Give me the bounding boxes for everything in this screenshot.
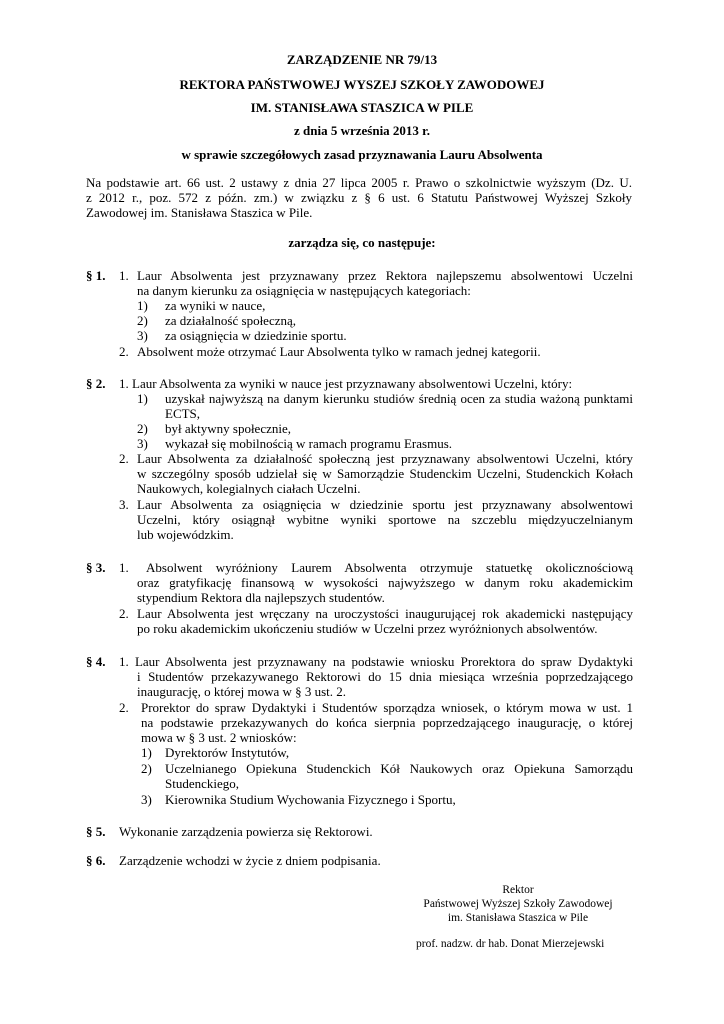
s3-p1-number: 1. [119, 560, 129, 575]
s3-p1-line-2: oraz gratyfikację finansową w wysokości najwyższego w danym roku akademickim [137, 575, 633, 590]
signature-name: prof. nadzw. dr hab. Donat Mierzejewski [416, 938, 605, 950]
s4-item-2-line-1: Uczelnianego Opiekuna Studenckich Kół Naukowych oraz Opiekuna Samorządu [165, 761, 633, 776]
document-date: z dnia 5 września 2013 r. [293, 123, 431, 138]
authority-line-1: REKTORA PAŃSTWOWEJ WYSZEJ SZKOŁY ZAWODOWEJ [179, 77, 545, 92]
s1-item-1: za wyniki w nauce, [165, 298, 266, 313]
s2-p3-number: 3. [119, 497, 129, 512]
s1-item-3-number: 3) [137, 328, 148, 343]
s3-p1-line-3: stypendium Rektora dla najlepszych studentów. [137, 590, 385, 605]
s2-item-1-line-1: uzyskał najwyższą na danym kierunku studiów średnią ocen za studia ważoną punktami [165, 391, 633, 406]
s1-item-2-number: 2) [137, 313, 148, 328]
s2-p2-line-2: w szczególny sposób udzielał się w Samorządzie Studenckim Uczelni, Studenckich Kołach [137, 466, 633, 481]
s1-item-2: za działalność społeczną, [165, 313, 297, 328]
s4-p2-line-3: mowa w § 3 ust. 2 wniosków: [141, 730, 297, 745]
s2-item-2: był aktywny społecznie, [165, 421, 291, 436]
authority-line-2: IM. STANISŁAWA STASZICA W PILE [250, 100, 474, 115]
s1-item-1-number: 1) [137, 298, 148, 313]
s2-p2-number: 2. [119, 451, 129, 466]
section-5-mark: § 5. [86, 824, 106, 839]
s1-p1-number: 1. [119, 268, 129, 283]
s5-text: Wykonanie zarządzenia powierza się Rektorowi. [119, 824, 373, 839]
s4-p2-line-2: na podstawie przekazywanych do końca sierpnia poprzedzającego inaugurację, o której [141, 715, 633, 730]
section-1-mark: § 1. [86, 268, 106, 283]
preamble-line-1: Na podstawie art. 66 ust. 2 ustawy z dnia 27 lipca 2005 r. Prawo o szkolnictwie wyższym (Dz. U. [86, 175, 632, 190]
section-2-mark: § 2. [86, 376, 106, 391]
s2-item-1-line-2: ECTS, [165, 406, 201, 421]
s4-item-1: Dyrektorów Instytutów, [165, 745, 290, 760]
s3-p2-number: 2. [119, 606, 129, 621]
s4-item-2-line-2: Studenckiego, [165, 776, 240, 791]
s4-p1-line-2: i Studentów przekazywanego Rektorowi do 15 dnia miesiąca września poprzedzającego [137, 669, 633, 684]
s2-p2-line-3: Naukowych, kolegialnych ciałach Uczelni. [137, 481, 361, 496]
s2-p1: 1. Laur Absolwenta za wyniki w nauce jest przyznawany absolwentowi Uczelni, który: [119, 376, 573, 391]
s2-item-3-number: 3) [137, 436, 148, 451]
s4-p1-line-3: inaugurację, o której mowa w § 3 ust. 2. [137, 684, 347, 699]
s2-item-3: wykazał się mobilnością w ramach programu Erasmus. [165, 436, 452, 451]
s4-item-1-number: 1) [141, 745, 152, 760]
s2-item-2-number: 2) [137, 421, 148, 436]
s3-p2-line-1: Laur Absolwenta jest wręczany na uroczystości inaugurującej rok akademicki następujący [137, 606, 633, 621]
s2-p3-line-1: Laur Absolwenta za osiągnięcia w dziedzinie sportu jest przyznawany absolwentowi [137, 497, 633, 512]
signature-institution-line-2: im. Stanisława Staszica w Pile [447, 912, 589, 924]
s3-p2-line-2: po roku akademickim ukończeniu studiów w Uczelni przez wyróżnionych absolwentów. [137, 621, 598, 636]
s2-p3-line-3: lub wojewódzkim. [137, 527, 234, 542]
document-title: ZARZĄDZENIE NR 79/13 [286, 52, 438, 67]
s6-text: Zarządzenie wchodzi w życie z dniem podpisania. [119, 853, 381, 868]
s4-item-3-number: 3) [141, 792, 152, 807]
s3-p1-line-1: Absolwent wyróżniony Laurem Absolwenta otrzymuje statuetkę okolicznościową [146, 560, 633, 575]
document-subject: w sprawie szczegółowych zasad przyznawania Lauru Absolwenta [181, 147, 543, 162]
s1-p1-line-1: Laur Absolwenta jest przyznawany przez Rektora najlepszemu absolwentowi Uczelni [137, 268, 633, 283]
section-6-mark: § 6. [86, 853, 106, 868]
s1-p2-number: 2. [119, 344, 129, 359]
preamble-line-3: Zawodowej im. Stanisława Staszica w Pile. [86, 205, 313, 220]
signature-role: Rektor [502, 884, 534, 896]
preamble-line-2: z 2012 r., poz. 572 z późn. zm.) w związku z § 6 ust. 6 Statutu Państwowej Wyższej Szkoły [86, 190, 632, 205]
s2-p2-line-1: Laur Absolwenta za działalność społeczną jest przyznawany absolwentowi Uczelni, który [137, 451, 633, 466]
s1-item-3: za osiągnięcia w dziedzinie sportu. [165, 328, 347, 343]
s2-p3-line-2: Uczelni, który osiągnął wybitne wyniki sportowe na szczeblu międzyuczelnianym [137, 512, 633, 527]
section-4-mark: § 4. [86, 654, 106, 669]
s4-p1-line-1: 1. Laur Absolwenta jest przyznawany na podstawie wniosku Prorektora do spraw Dydaktyki [119, 654, 633, 669]
s1-p1-line-2: na danym kierunku za osiągnięcia w następujących kategoriach: [137, 283, 471, 298]
s2-item-1-number: 1) [137, 391, 148, 406]
section-3-mark: § 3. [86, 560, 106, 575]
decree-intro: zarządza się, co następuje: [288, 235, 436, 250]
s4-item-3: Kierownika Studium Wychowania Fizycznego i Sportu, [165, 792, 456, 807]
s4-p2-number: 2. [119, 700, 129, 715]
signature-institution-line-1: Państwowej Wyższej Szkoły Zawodowej [423, 898, 613, 910]
s4-p2-line-1: Prorektor do spraw Dydaktyki i Studentów sporządza wniosek, o którym mowa w ust. 1 [141, 700, 633, 715]
s4-item-2-number: 2) [141, 761, 152, 776]
s1-p2: Absolwent może otrzymać Laur Absolwenta tylko w ramach jednej kategorii. [137, 344, 541, 359]
